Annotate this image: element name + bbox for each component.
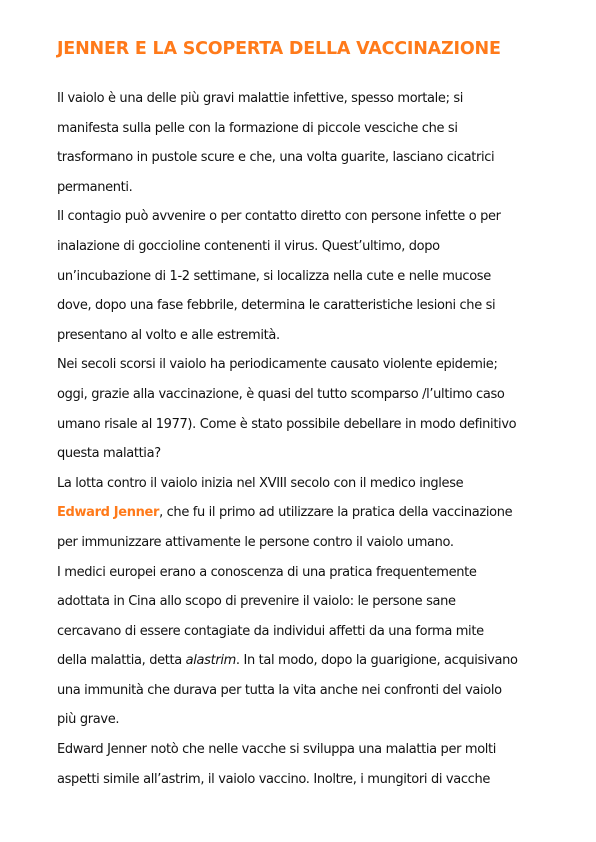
text-line: questa malattia? (57, 446, 161, 462)
text-line: manifesta sulla pelle con la formazione di piccole vesciche che si (57, 120, 458, 136)
text-line: umano risale al 1977). Come è stato possibile debellare in modo definitivo (57, 416, 517, 432)
text-line: presentano al volto e alle estremità. (57, 327, 280, 343)
text-segment: della malattia, detta (57, 653, 186, 669)
text-line: permanenti. (57, 179, 133, 195)
text-line: Nei secoli scorsi il vaiolo ha periodicamente causato violente epidemie; (57, 357, 498, 373)
text-line: adottata in Cina allo scopo di prevenire il vaiolo: le persone sane (57, 594, 456, 610)
text-line: oggi, grazie alla vaccinazione, è quasi del tutto scomparso /l’ultimo caso (57, 386, 505, 402)
text-segment: . In tal modo, dopo la guarigione, acquisivano (235, 653, 518, 669)
text-line: dove, dopo una fase febbrile, determina le caratteristiche lesioni che si (57, 298, 496, 314)
text-line: una immunità che durava per tutta la vita anche nei confronti del vaiolo (57, 682, 502, 698)
text-line: I medici europei erano a conoscenza di una pratica frequentemente (57, 564, 477, 580)
text-line: Il contagio può avvenire o per contatto diretto con persone infette o per (57, 209, 501, 225)
italic-term: alastrim (185, 653, 236, 669)
text-line: un’incubazione di 1-2 settimane, si localizza nella cute e nelle mucose (57, 268, 491, 284)
document-body (57, 84, 557, 794)
text-line-jenner (57, 498, 557, 528)
text-line: per immunizzare attivamente le persone contro il vaiolo umano. (57, 534, 454, 550)
text-line: aspetti simile all’astrim, il vaiolo vaccino. Inoltre, i mungitori di vacche (57, 771, 490, 787)
text-line: Il vaiolo è una delle più gravi malattie infettive, spesso mortale; si (57, 91, 464, 106)
text-line-alastrim (57, 646, 557, 676)
highlighted-name: Edward Jenner (57, 505, 160, 521)
text-line: più grave. (57, 712, 120, 728)
text-line: cercavano di essere contagiate da individui affetti da una forma mite (57, 623, 484, 639)
text-line: trasformano in pustole scure e che, una volta guarite, lasciano cicatrici (57, 150, 495, 166)
text-segment: , che fu il primo ad utilizzare la pratica della vaccinazione (159, 505, 513, 521)
text-line: Edward Jenner notò che nelle vacche si sviluppa una malattia per molti (57, 742, 497, 758)
document-title: JENNER E LA SCOPERTA DELLA VACCINAZIONE (57, 39, 501, 59)
text-line: La lotta contro il vaiolo inizia nel XVIII secolo con il medico inglese (57, 475, 464, 491)
text-line: inalazione di goccioline contenenti il virus. Quest’ultimo, dopo (57, 238, 440, 254)
